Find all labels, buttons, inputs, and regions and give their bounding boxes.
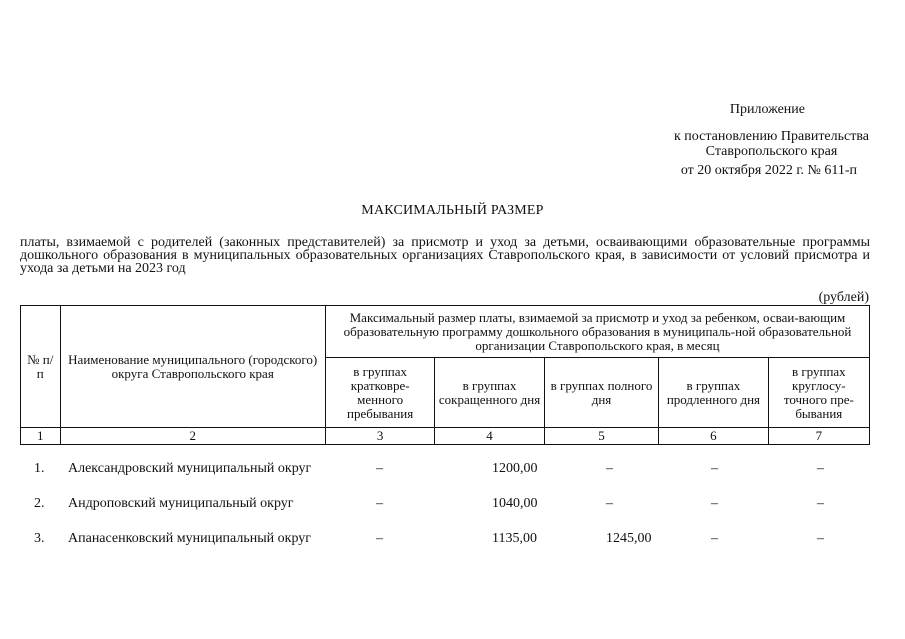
column-number: 3 xyxy=(325,428,434,445)
row-number: 3. xyxy=(34,531,45,546)
fee-reduced-day: 1040,00 xyxy=(492,496,538,511)
header-reduced-day: в группах сокращенного дня xyxy=(435,358,544,428)
fee-full-day: – xyxy=(606,496,613,511)
fee-extended-day: – xyxy=(711,496,718,511)
fee-table-header xyxy=(20,305,870,445)
header-number: № п/п xyxy=(21,306,61,428)
header-round-the-clock: в группах круглосу-точного пре-бывания xyxy=(768,358,869,428)
row-number: 2. xyxy=(34,496,45,511)
fee-round-the-clock: – xyxy=(817,461,824,476)
document-title: МАКСИМАЛЬНЫЙ РАЗМЕР xyxy=(361,203,544,218)
fee-table-body xyxy=(20,460,870,565)
column-number: 7 xyxy=(768,428,869,445)
fee-full-day: 1245,00 xyxy=(606,531,652,546)
table-row xyxy=(20,530,870,565)
appendix-line-1: к постановлению Правительства xyxy=(673,129,869,144)
district-name: Апанасенковский муниципальный округ xyxy=(68,531,312,546)
column-number: 5 xyxy=(544,428,658,445)
column-number: 6 xyxy=(659,428,768,445)
fee-reduced-day: 1135,00 xyxy=(492,531,537,546)
table-row xyxy=(20,495,870,530)
header-name: Наименование муниципального (городского) округа Ставропольского края xyxy=(60,306,325,428)
fee-short-stay: – xyxy=(376,461,383,476)
appendix-date: от 20 октября 2022 г. № 611-п xyxy=(680,163,857,178)
column-number: 4 xyxy=(435,428,544,445)
appendix-title: Приложение xyxy=(729,102,805,117)
document-subtitle: платы, взимаемой с родителей (законных представителей) за присмотр и уход за детьми, осваивающими образовательные программы дошкольного образования в муниципальных образовательных организациях Ставропольского края, в зависимости от условий присмотра и ухода за детьми на 2023 год xyxy=(20,235,870,276)
fee-extended-day: – xyxy=(711,461,718,476)
header-short-stay: в группах кратковре-менного пребывания xyxy=(325,358,434,428)
fee-extended-day: – xyxy=(711,531,718,546)
header-extended-day: в группах продленного дня xyxy=(659,358,768,428)
fee-round-the-clock: – xyxy=(817,496,824,511)
units-label: (рублей) xyxy=(818,290,869,305)
header-group: Максимальный размер платы, взимаемой за присмотр и уход за ребенком, осваи-вающим образовательную программу дошкольного образования в муниципаль-ной образовательной организации Ставропольского края, в месяц xyxy=(325,306,869,358)
row-number: 1. xyxy=(34,461,45,476)
header-full-day: в группах полного дня xyxy=(544,358,658,428)
appendix-reference xyxy=(674,129,869,159)
district-name: Андроповский муниципальный округ xyxy=(68,496,294,511)
appendix-line-2: Ставропольского края xyxy=(705,144,838,159)
column-number: 1 xyxy=(21,428,61,445)
fee-round-the-clock: – xyxy=(817,531,824,546)
fee-full-day: – xyxy=(606,461,613,476)
column-number: 2 xyxy=(60,428,325,445)
fee-short-stay: – xyxy=(376,496,383,511)
fee-reduced-day: 1200,00 xyxy=(492,461,538,476)
district-name: Александровский муниципальный округ xyxy=(68,461,312,476)
fee-short-stay: – xyxy=(376,531,383,546)
table-row xyxy=(20,460,870,495)
